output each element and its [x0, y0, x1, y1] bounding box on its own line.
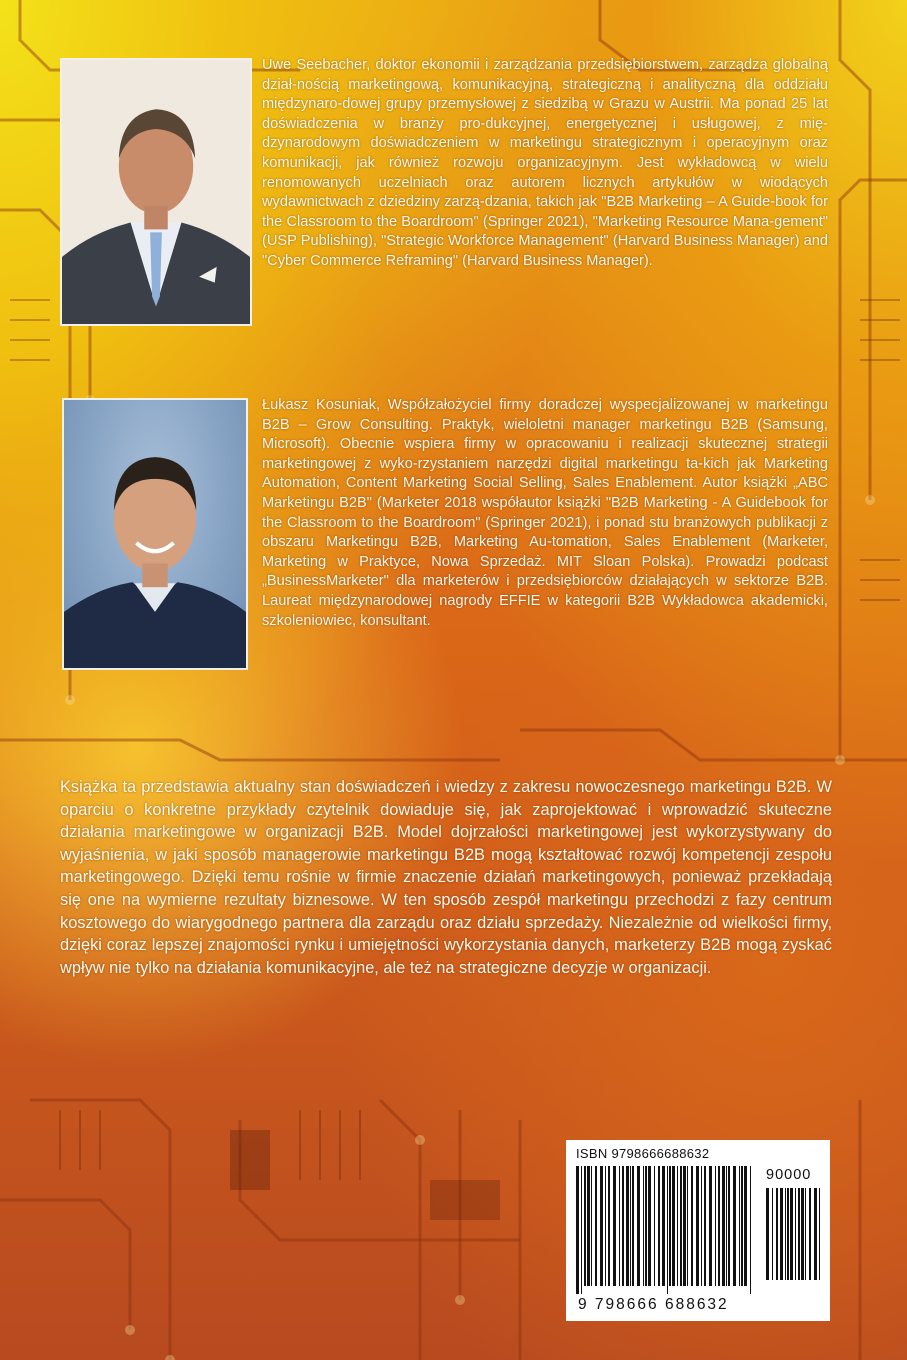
- isbn-label: ISBN 9798666688632: [576, 1146, 710, 1161]
- barcode-bar: [696, 1166, 699, 1286]
- barcode-bar: [595, 1166, 597, 1286]
- barcode-bar: [581, 1166, 582, 1294]
- barcode-bar: [626, 1166, 629, 1286]
- barcode-bar: [672, 1166, 675, 1286]
- barcode-bar: [645, 1166, 647, 1286]
- barcode-bar: [785, 1188, 786, 1280]
- barcode-bar: [787, 1188, 789, 1280]
- barcode-bar: [658, 1166, 660, 1286]
- barcode-bar: [715, 1166, 716, 1286]
- barcode-bar: [677, 1166, 678, 1286]
- barcode-bar: [648, 1166, 651, 1286]
- barcode-bar: [798, 1188, 800, 1280]
- barcode-bar: [701, 1166, 702, 1286]
- barcode-bar: [814, 1188, 817, 1280]
- barcode-bar: [637, 1166, 640, 1286]
- author-bio-lukasz-kosuniak: Łukasz Kosuniak, Współzałożyciel firmy doradczej wyspecjalizowanej w marketingu B2B – Grow Consulting. Praktyk, wieloletni manager marketingu B2B (Samsung, Microsoft). Obecnie wspiera firmy w opracowaniu i realizacji skutecznej strategii marketingowej z wyko-rzystaniem narzędzi digital marketingu ta-kich jak Marketing Automation, Content Marketing Social Selling, Sales Enablement. Autor książki „ABC Marketingu B2B" (Marketer 2018 współautor książki "B2B Marketing - A Guidebook for the Classroom to the Boardroom" (Springer 2021), i ponad stu branżowych publikacji z obszaru Marketingu B2B, Marketing Au-tomation, Sales Enablement (Marketer, Marketing w Praktyce, Nowa Sprzedaż. MIT Sloan Polska). Prowadzi podcast „BusinessMarketer" dla marketerów i przedsiębiorców działających w sektorze B2B. Laureat międzynarodowej nagrody EFFIE w kategorii B2B Wykładowca akademicki, szkoleniowiec, konsultant.: [262, 397, 828, 629]
- barcode-bar: [605, 1166, 606, 1286]
- barcode-bar: [709, 1166, 712, 1286]
- isbn-barcode-block: [566, 1140, 830, 1321]
- barcode-bar: [728, 1166, 730, 1286]
- barcode-bar: [790, 1188, 793, 1280]
- barcode-bar: [576, 1166, 579, 1294]
- barcode-bar: [741, 1166, 743, 1286]
- barcode-bar: [691, 1166, 693, 1286]
- barcode-bar: [662, 1166, 665, 1286]
- barcode-bar: [795, 1188, 796, 1280]
- barcode-bar: [726, 1166, 727, 1286]
- barcode-bar: [587, 1166, 590, 1286]
- barcode-bar: [704, 1166, 706, 1286]
- supplemental-barcode-bars: [766, 1188, 822, 1288]
- barcode-bar: [584, 1166, 586, 1286]
- barcode-bar: [632, 1166, 634, 1286]
- barcode-bar: [744, 1166, 747, 1286]
- barcode-bar: [654, 1166, 655, 1286]
- barcode-bar: [600, 1166, 603, 1286]
- barcode-bar: [687, 1166, 688, 1286]
- barcode-bar: [739, 1166, 740, 1286]
- barcode-bar: [608, 1166, 610, 1286]
- barcode-bar: [667, 1166, 668, 1294]
- barcode-bar: [766, 1188, 769, 1280]
- barcode-bar: [805, 1188, 806, 1280]
- barcode-bar: [819, 1188, 820, 1280]
- barcode-bar: [669, 1166, 671, 1286]
- barcode-bar: [776, 1188, 778, 1280]
- barcode-bar: [630, 1166, 631, 1286]
- barcode-bar: [718, 1166, 720, 1286]
- barcode-bar: [733, 1166, 736, 1286]
- barcode-bar: [591, 1166, 592, 1286]
- author-photo-uwe-seebacher: [60, 58, 252, 326]
- barcode-bar: [722, 1166, 725, 1286]
- barcode-bar: [680, 1166, 682, 1286]
- ean-barcode-bars: [576, 1166, 754, 1294]
- barcode-bar: [622, 1166, 624, 1286]
- barcode-bar: [772, 1188, 773, 1280]
- author-photo-lukasz-kosuniak: [62, 398, 248, 670]
- barcode-bar: [809, 1188, 811, 1280]
- barcode-bar: [613, 1166, 616, 1286]
- barcode-bar: [619, 1166, 620, 1286]
- barcode-bar: [683, 1166, 686, 1286]
- barcode-bar: [750, 1166, 751, 1294]
- barcode-bar: [801, 1188, 804, 1280]
- author-bio-uwe-seebacher: Uwe Seebacher, doktor ekonomii i zarządzania przedsiębiorstwem, zarządza globalną dział-nością marketingową, komunikacyjną, strategiczną i analityczną dla oddziału międzynaro-dowej grupy przemysłowej z siedzibą w Grazu w Austrii. Ma ponad 25 lat doświadczenia w branży pro-dukcyjnej, energetycznej i usługowej, z mię-dzynarodowym doświadczeniem w marketingu strategicznym i operacyjnym oraz komunikacji, jak również rozwoju organizacyjnym. Jest wykładowcą w wielu renomowanych uczelniach oraz autorem licznych artykułów w wiodących wydawnictwach z dziedziny zarzą-dzania, takich jak "B2B Marketing – A Guide-book for the Classroom to the Boardroom" (Springer 2021), "Marketing Resource Mana-gement" (USP Publishing), "Strategic Workforce Management" (Harvard Business Manager) and "Cyber Commerce Reframing" (Harvard Business Manager).: [262, 57, 828, 269]
- barcode-bar: [780, 1188, 783, 1280]
- isbn-digits: 9 798666 688632: [578, 1296, 729, 1313]
- barcode-bar: [643, 1166, 644, 1286]
- book-description: Książka ta przedstawia aktualny stan doświadczeń i wiedzy z zakresu nowoczesnego marketingu B2B. W oparciu o konkretne przykłady czytelnik dowiaduje się, jak zaprojektować i wprowadzić skuteczne działania marketingowe w organizacji B2B. Model dojrzałości marketingowej jest wykorzystywany do wyjaśnienia, w jaki sposób managerowie marketingu B2B mogą kształtować rozwój kompetencji zespołu marketingowego. Dzięki temu rośnie w firmie znaczenie działań marketingowych, ponieważ przekładają się one na wymierne rezultaty biznesowe. W ten sposób zespół marketingu przechodzi z fazy centrum kosztowego do wiarygodnego partnera dla zarządu oraz działu sprzedaży. Niezależnie od wielkości firmy, dzięki coraz lepszej znajomości rynku i umiejętności wykorzystania danych, marketerzy B2B mogą zyskać wpływ nie tylko na działania komunikacyjne, ale też na strategiczne decyzje w organizacji.: [60, 778, 832, 977]
- barcode-price-code: 90000: [766, 1167, 812, 1183]
